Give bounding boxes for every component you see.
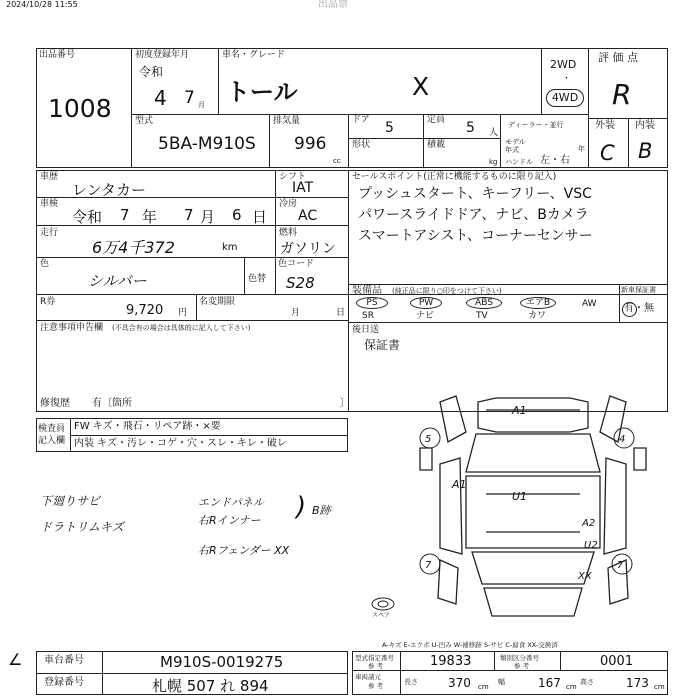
damage-diagram: [400, 372, 660, 624]
first-reg-year: 4: [154, 86, 167, 110]
capacity-label: 定員: [427, 115, 446, 125]
inspection-day-unit: 日: [252, 208, 268, 226]
dims-ref: 参 考: [368, 682, 384, 690]
handnote: B跡: [312, 504, 331, 517]
inspector-row-fw: FW キズ・飛石・リペア跡・×要: [74, 421, 221, 432]
history-label: 車歴: [40, 172, 59, 182]
exterior-label: 外装: [595, 120, 615, 131]
inspection-month-unit: 月: [200, 208, 216, 226]
car-name: トール: [226, 78, 298, 106]
equip-navi: ナビ: [416, 311, 435, 321]
ac-label: 冷房: [279, 199, 298, 209]
svg-text:7: 7: [617, 560, 624, 571]
equip-ps: PS: [356, 297, 388, 309]
interior-value: B: [638, 139, 653, 163]
dims-height: 173: [626, 676, 649, 690]
warranty-label: 新車保証書: [621, 286, 656, 294]
model-value: 5BA-M910S: [158, 134, 256, 154]
notes-sub: (不具合有の場合は具体的に記入して下さい): [112, 324, 251, 332]
displacement-unit: cc: [333, 157, 341, 165]
shift-value: IAT: [292, 180, 314, 196]
first-reg-era: 令和: [139, 65, 164, 79]
sales-point-line: プッシュスタート、キーフリー、VSC: [358, 186, 592, 202]
model-label: 型式: [135, 116, 154, 126]
lot-number: 1008: [48, 94, 112, 123]
color-code-label: 色コード: [278, 259, 315, 269]
damage-mark: A1: [512, 404, 527, 417]
history-value: レンタカー: [72, 181, 147, 199]
damage-legend: A-キズ E-エクボ U-凹み W-補修跡 S-サビ C-腐食 XX-交換済: [382, 641, 558, 649]
first-reg-month-unit: 月: [198, 101, 205, 109]
inspection-month: 7: [184, 206, 194, 224]
type-no-label: 型式指定番号: [355, 654, 394, 662]
displacement-label: 排気量: [273, 116, 301, 126]
dims-width-unit: cm: [566, 683, 577, 691]
inspection-day: 6: [232, 206, 242, 224]
equip-aw: AW: [582, 299, 597, 309]
equip-pw: PW: [410, 297, 442, 309]
dealer-label: ディーラー・並行: [508, 121, 564, 129]
lot-label: 出品番号: [39, 50, 76, 60]
name-change-label: 名変期限: [199, 297, 236, 307]
sales-point-line: パワースライドドア、ナビ、Bカメラ: [358, 207, 589, 223]
inspector-row-interior: 内装 キズ・汚レ・コゲ・穴・スレ・キレ・破レ: [74, 438, 287, 449]
handnote: 右Rフェンダー XX: [198, 544, 290, 557]
damage-mark: U1: [512, 490, 528, 503]
equip-leather: カワ: [528, 311, 547, 321]
equip-airbag: エアB: [520, 297, 556, 309]
load-label: 積載: [427, 140, 446, 150]
mileage-label: 走行: [40, 228, 59, 238]
sales-point-line: スマートアシスト、コーナーセンサー: [358, 228, 593, 244]
first-reg-label: 初度登録年月: [135, 50, 190, 60]
recycle-label: R券: [40, 297, 56, 307]
class-no-label: 類別区分番号: [500, 654, 539, 662]
plate-label: 登録番号: [44, 677, 84, 688]
model-year-label: モデル 年式: [505, 138, 526, 154]
color-code-value: S28: [286, 274, 315, 292]
mileage-value: 6万4千372: [92, 238, 175, 257]
car-grade: X: [412, 72, 430, 101]
interior-label: 内装: [635, 120, 655, 131]
name-change-month: 月: [291, 308, 301, 318]
equip-tv: TV: [476, 311, 488, 321]
color-value: シルバー: [88, 272, 147, 290]
margin-mark: ∠: [8, 650, 23, 669]
dims-length-unit: cm: [478, 683, 489, 691]
rating-label: 評 価 点: [598, 51, 638, 64]
repair-value: 有〔箇所: [92, 398, 132, 409]
car-name-label: 車名・グレード: [222, 50, 286, 60]
drive-4wd: 4WD: [546, 89, 584, 107]
spare-tire-icon: [370, 596, 396, 612]
mileage-unit: km: [222, 242, 238, 253]
damage-mark: A1: [452, 478, 467, 491]
color-tone-label: 色替: [248, 274, 267, 284]
handle-value: 左・右: [540, 155, 570, 166]
damage-mark: A2: [582, 518, 596, 529]
recycle-unit: 円: [178, 308, 188, 318]
later-value: 保証書: [364, 338, 401, 352]
equipment-label: 装備品: [352, 285, 382, 296]
dims-label: 車両諸元: [355, 673, 381, 681]
sales-points-label: セールスポイント(正常に機能するものに限り記入): [352, 172, 557, 182]
shift-label: シフト: [279, 172, 307, 182]
equip-abs: ABS: [466, 297, 502, 309]
class-no-ref: 参 考: [514, 662, 530, 670]
inspection-label: 車検: [40, 199, 59, 209]
recycle-value: 9,720: [126, 303, 164, 318]
svg-text:4: 4: [619, 434, 626, 445]
name-change-day: 日: [336, 308, 346, 318]
load-unit: kg: [489, 158, 498, 166]
timestamp: 2024/10/28 11:55: [6, 0, 78, 9]
handnote: エンドパネル: [198, 496, 264, 509]
svg-text:7: 7: [425, 560, 432, 571]
displacement-value: 996: [294, 134, 327, 154]
equip-sr: SR: [362, 311, 374, 321]
equipment-note: (純正品に限り○印をつけて下さい): [392, 287, 502, 295]
spare-label: スペア: [372, 612, 391, 619]
exterior-value: C: [600, 141, 615, 165]
doors-label: ドア: [352, 115, 370, 125]
dims-width: 167: [538, 676, 561, 690]
dims-width-label: 幅: [498, 678, 505, 686]
inspection-era: 令和: [72, 208, 103, 226]
notes-label: 注意事項申告欄: [40, 323, 104, 333]
fuel-label: 燃料: [279, 228, 298, 238]
rating-value: R: [612, 78, 632, 111]
warranty-value: 有・無: [624, 303, 654, 314]
chassis-value: M910S-0019275: [160, 653, 284, 671]
inspector-label: 検査員: [38, 424, 66, 434]
doors-value: 5: [385, 120, 394, 136]
inspection-year-unit: 年: [142, 208, 158, 226]
type-no-ref: 参 考: [368, 662, 384, 670]
capacity-value: 5: [466, 120, 475, 136]
warranty-circle: [622, 302, 637, 317]
color-label: 色: [40, 259, 50, 269]
dims-length: 370: [448, 676, 471, 690]
model-year-unit: 年: [578, 145, 585, 153]
dims-height-label: 高さ: [580, 678, 594, 686]
svg-text:5: 5: [425, 434, 432, 445]
damage-mark: XX: [578, 571, 592, 582]
type-no-value: 19833: [430, 654, 472, 669]
later-label: 後日送: [352, 325, 380, 335]
handnote: 下廻りサビ: [40, 494, 101, 508]
class-no-value: 0001: [600, 654, 634, 669]
repair-close: 〕: [340, 398, 350, 409]
chassis-label: 車台番号: [44, 655, 84, 666]
ac-value: AC: [298, 208, 318, 224]
drive-2wd: 2WD: [550, 58, 577, 71]
damage-mark: U2: [584, 540, 598, 551]
capacity-unit: 人: [489, 128, 499, 138]
handnote: 右Rインナー: [198, 514, 261, 527]
dims-height-unit: cm: [654, 683, 665, 691]
plate-value: 札幌 507 れ 894: [152, 677, 269, 695]
header-stamp: 出品票: [318, 0, 348, 10]
repair-label: 修復歴: [40, 398, 70, 409]
dims-length-label: 長さ: [404, 678, 418, 686]
inspection-year: 7: [120, 206, 130, 224]
shape-label: 形状: [352, 140, 371, 150]
handnote: ドラトリムキズ: [40, 520, 124, 534]
handle-label: ハンドル: [505, 158, 533, 166]
handnote-bracket: ): [296, 492, 307, 522]
drive-dot: ・: [562, 74, 572, 84]
inspector-sub-label: 記入欄: [38, 436, 66, 446]
first-reg-month: 7: [184, 88, 195, 108]
fuel-value: ガソリン: [280, 241, 336, 257]
